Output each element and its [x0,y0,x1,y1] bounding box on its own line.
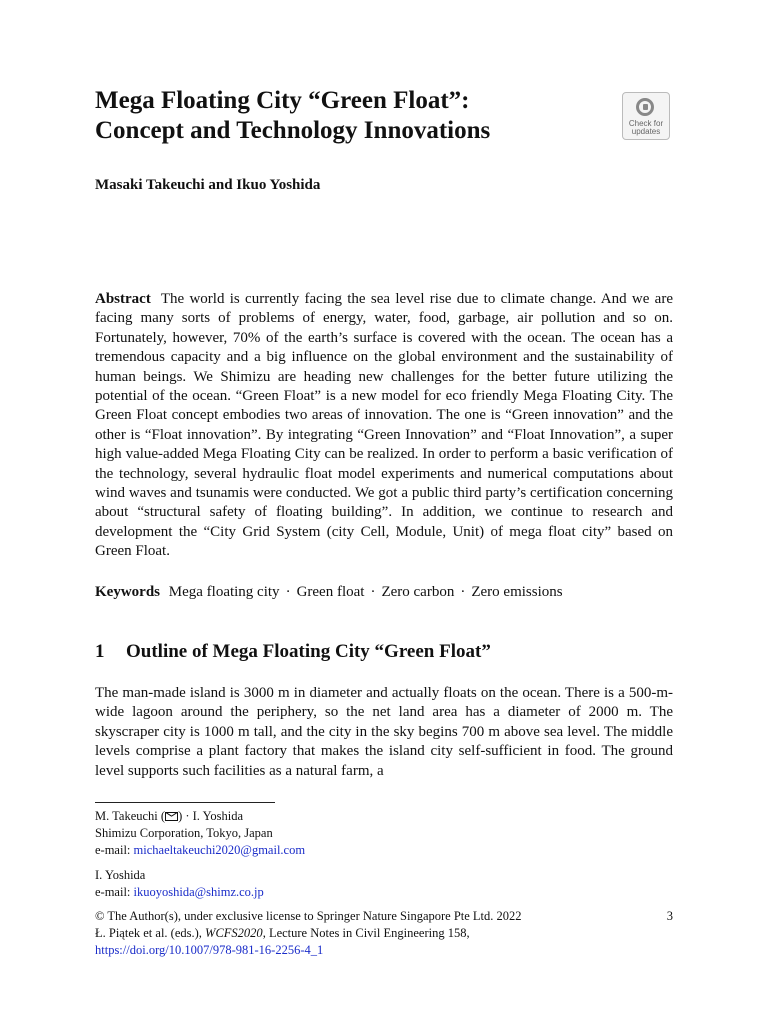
crossmark-label [623,120,669,136]
citation-volume: WCFS2020 [205,926,263,940]
title-line-1: Mega Floating City “Green Float”: [95,87,470,114]
copyright-line: © The Author(s), under exclusive license to Springer Nature Singapore Pte Ltd. 2022 [95,909,522,923]
doi-link[interactable]: https://doi.org/10.1007/978-981-16-2256-4_1 [95,943,324,957]
email-label: e-mail: [95,843,131,857]
footnote-email-2 [95,884,495,901]
citation-editors: Ł. Piątek et al. (eds.), [95,926,202,940]
crossmark-line-1: Check for [628,119,664,128]
footnote-divider [95,802,275,803]
keyword-item: Green float [296,584,365,600]
abstract-text: The world is currently facing the sea level rise due to climate change. And we are facing many sorts of problems of energy, water, food, garbage, air pollution and so on. Fortunately, however, 70% of the earth’s surface is covered with the ocean. The ocean has a tremendous capacity and a big influence on the global environment and the sustainability of human beings. We Shimizu are heading new challenges for the better future utilizing the potential of the ocean. “Green Float” is a new model for eco friendly Mega Floating City. The Green Float concept embodies two areas of innovation. The one is “Green innovation” and the other is “Float innovation”. By integrating “Green Innovation” and “Float Innovation”, a super high value-added Mega Floating City can be realized. In order to perform a basic verification of the technology, several hydraulic float model experiments and numerical computations about wind waves and tsunamis were conducted. We got a public third party’s certification concerning about “structural safety of floating building”. In addition, we continue to research and development the “City Grid System (city Cell, Module, Unit) of mega float city” based on Green Float. [95,291,673,560]
email-label: e-mail: [95,885,131,899]
keywords-label: Keywords [95,584,160,600]
keyword-item: Zero carbon [381,584,455,600]
email-link-2[interactable]: ikuoyoshida@shimz.co.jp [133,885,264,899]
section-heading [95,641,491,663]
footnote-affiliation: Shimizu Corporation, Tokyo, Japan [95,826,273,840]
keyword-item: Zero emissions [471,584,563,600]
body-paragraph: The man-made island is 3000 m in diameter and actually floats on the ocean. There is a 500-m-wide lagoon around the periphery, so the net land area has a diameter of 2000 m. The skyscraper city is 1000 m tall, and the city in the sky begins 700 m above sea level. The middle levels comprise a plant factory that makes the island city self-sufficient in food. The ground level supports such facilities as a natural farm, a [95,685,673,779]
footnote-email-1 [95,842,495,859]
footnote-author-1: M. Takeuchi ( [95,809,166,823]
paper-title [95,86,565,146]
crossmark-line-2: updates [631,127,661,136]
check-for-updates-icon[interactable] [622,92,670,140]
abstract-label: Abstract [95,291,151,307]
copyright-block [95,908,673,959]
keywords [95,584,563,601]
footnote-authors [95,808,495,825]
footnote-author-2-name: I. Yoshida [95,868,146,882]
email-link-1[interactable]: michaeltakeuchi2020@gmail.com [133,843,306,857]
page-number: 3 [666,909,673,923]
envelope-icon[interactable] [165,812,178,821]
author-list: Masaki Takeuchi and Ikuo Yoshida [95,177,321,193]
author-footnotes [95,808,495,901]
section-number: 1 [95,641,105,662]
citation-series: , Lecture Notes in Civil Engineering 158, [262,926,470,940]
footnote-author-2: ) · I. Yoshida [178,809,243,823]
abstract [95,290,673,562]
crossmark-ring-icon [636,98,654,116]
keyword-separator: · [370,584,376,600]
title-line-2: Concept and Technology Innovations [95,117,491,144]
keyword-separator: · [460,584,466,600]
keyword-separator: · [285,584,291,600]
section-title: Outline of Mega Floating City “Green Float” [126,641,491,662]
citation-line [95,925,673,942]
keyword-item: Mega floating city [168,584,280,600]
